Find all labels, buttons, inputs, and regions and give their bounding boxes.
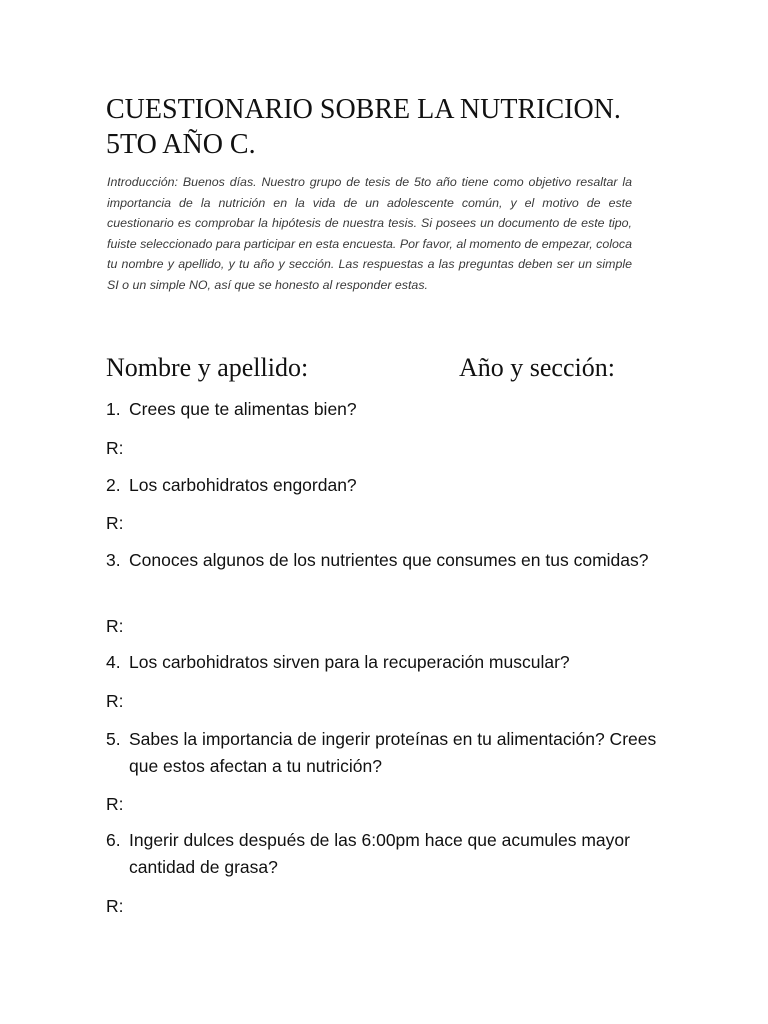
question-6: [106, 827, 666, 881]
intro-paragraph: Introducción: Buenos días. Nuestro grupo de tesis de 5to año tiene como objetivo resaltar la importancia de la nutrición en la vida de un adolescente común, y el motivo de este cuestionario es comprobar la hipótesis de nuestra tesis. Si posees un documento de este tipo, fuiste seleccionado para participar en esta encuesta. Por favor, al momento de empezar, coloca tu nombre y apellido, y tu año y sección. Las respuestas a las preguntas deben ser un simple SI o un simple NO, así que se honesto al responder estas.: [107, 175, 632, 292]
question-text: Conoces algunos de los nutrientes que consumes en tus comidas?: [129, 550, 649, 570]
question-number: 2.: [106, 475, 121, 495]
question-4: [106, 649, 666, 676]
answer-label-2: R:: [106, 513, 124, 533]
question-text: Los carbohidratos sirven para la recuperación muscular?: [129, 652, 570, 672]
question-text: Ingerir dulces después de las 6:00pm hace que acumules mayor cantidad de grasa?: [129, 830, 630, 877]
question-3: [106, 547, 666, 574]
document-title: [106, 92, 706, 162]
question-number: 1.: [106, 399, 121, 419]
title-line-1: CUESTIONARIO SOBRE LA NUTRICION.: [106, 94, 621, 125]
question-number: 4.: [106, 652, 121, 672]
title-line-2: 5TO AÑO C.: [106, 129, 256, 160]
question-number: 6.: [106, 830, 121, 850]
question-text: Sabes la importancia de ingerir proteínas en tu alimentación? Crees que estos afectan a tu nutrición?: [129, 729, 657, 776]
answer-label-6: R:: [106, 896, 124, 916]
answer-label-4: R:: [106, 691, 124, 711]
question-1: [106, 396, 666, 423]
question-2: [106, 472, 666, 499]
question-number: 3.: [106, 550, 121, 570]
question-number: 5.: [106, 729, 121, 749]
answer-label-3: R:: [106, 616, 124, 636]
year-section-field-label: Año y sección:: [459, 353, 615, 382]
question-text: Crees que te alimentas bien?: [129, 399, 357, 419]
answer-label-1: R:: [106, 438, 124, 458]
question-5: [106, 726, 666, 780]
name-field-label: Nombre y apellido:: [106, 353, 309, 382]
question-text: Los carbohidratos engordan?: [129, 475, 357, 495]
answer-label-5: R:: [106, 794, 124, 814]
